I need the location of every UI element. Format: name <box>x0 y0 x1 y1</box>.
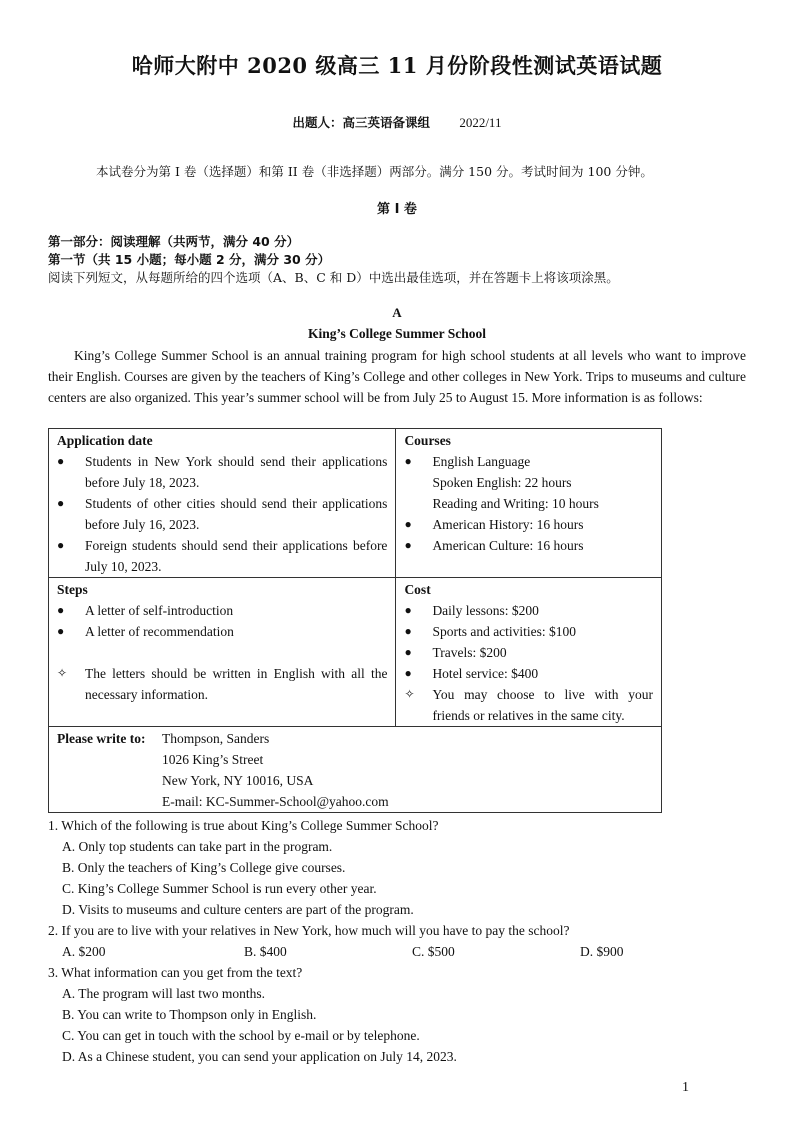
list-item: ● Students in New York should send their applications before July 18, 2023. <box>57 451 387 493</box>
steps-cell <box>49 578 396 727</box>
answer-option: D. As a Chinese student, you can send your application on July 14, 2023. <box>62 1049 457 1064</box>
list-item: ● A letter of self-introduction <box>57 600 387 621</box>
page-number: 1 <box>682 1080 689 1095</box>
bullet-icon: ● <box>404 624 412 638</box>
answer-option: B. You can write to Thompson only in English. <box>62 1007 317 1022</box>
star-outline-icon: ✧ <box>404 687 415 701</box>
passage-letter: A <box>392 305 402 320</box>
bullet-icon: ● <box>404 645 412 659</box>
cost-heading: Cost <box>404 582 431 597</box>
list-item: ● English Language <box>404 451 653 472</box>
answer-option: C. $500 <box>412 944 455 959</box>
star-outline-icon: ✧ <box>57 666 68 680</box>
list-item: ● Travels: $200 <box>404 642 653 663</box>
bullet-icon: ● <box>404 517 412 531</box>
cost-cell <box>396 578 662 727</box>
answer-options-row <box>62 941 748 962</box>
application-cell <box>49 429 396 578</box>
list-item: ● Hotel service: $400 <box>404 663 653 684</box>
bullet-icon: ● <box>404 603 412 617</box>
note-item: ✧ You may choose to live with your friends or relatives in the same city. <box>404 684 653 726</box>
bullet-icon: ● <box>57 603 65 617</box>
question-stem: 3. What information can you get from the text? <box>48 965 303 980</box>
contact-cell <box>49 727 662 813</box>
address-line: 1026 King’s Street <box>162 752 264 767</box>
passage-body: King’s College Summer School is an annual training program for high school students at all levels who want to improve their English. Courses are given by the teachers of King’s College and other colleges in New York. Trips to museums and culture centers are also organized. This year’s summer school will be from July 25 to August 15. More information is as follows: <box>48 348 746 405</box>
question-stem: 2. If you are to live with your relatives in New York, how much will you have to pay the school? <box>48 923 570 938</box>
list-item: ● A letter of recommendation <box>57 621 387 642</box>
list-item: ● American Culture: 16 hours <box>404 535 653 556</box>
question-stem: 1. Which of the following is true about King’s College Summer School? <box>48 818 439 833</box>
address-block <box>57 728 653 812</box>
email-line: E-mail: KC-Summer-School@yahoo.com <box>162 794 389 809</box>
passage-title: King’s College Summer School <box>307 326 487 341</box>
application-heading: Application date <box>57 433 153 448</box>
answer-option: C. King’s College Summer School is run every other year. <box>62 881 377 896</box>
exam-intro: 本试卷分为第 I 卷（选择题）和第 II 卷（非选择题）两部分。满分 150 分。考试时间为 100 分钟。 <box>96 164 653 179</box>
setter-name: 出题人：高三英语备课组 <box>292 115 431 130</box>
bullet-icon: ● <box>404 538 412 552</box>
answer-option: D. Visits to museums and culture centers are part of the program. <box>62 902 414 917</box>
list-item: ● Students of other cities should send their applications before July 16, 2023. <box>57 493 387 535</box>
courses-cell <box>396 429 662 578</box>
sub-item: Reading and Writing: 10 hours <box>432 496 599 511</box>
table-row <box>49 429 662 578</box>
sub-item: Spoken English: 22 hours <box>432 475 572 490</box>
section-heading: 第一节（共 15 小题；每小题 2 分，满分 30 分） <box>48 252 331 267</box>
list-item: ● Sports and activities: $100 <box>404 621 653 642</box>
address-line: Thompson, Sanders <box>162 731 270 746</box>
bullet-icon: ● <box>404 666 412 680</box>
volume-heading: 第 I 卷 <box>377 202 417 217</box>
courses-heading: Courses <box>404 433 451 448</box>
questions <box>48 815 748 1067</box>
table-row <box>49 578 662 727</box>
answer-option: C. You can get in touch with the school by e-mail or by telephone. <box>62 1028 420 1043</box>
bullet-icon: ● <box>404 454 412 468</box>
answer-option: A. Only top students can take part in the program. <box>62 839 333 854</box>
contact-label: Please write to: <box>57 731 146 746</box>
list-item: ● American History: 16 hours <box>404 514 653 535</box>
answer-option: B. Only the teachers of King’s College give courses. <box>62 860 346 875</box>
note-item: ✧ The letters should be written in English with all the necessary information. <box>57 663 387 705</box>
bullet-icon: ● <box>57 496 65 510</box>
answer-option: A. The program will last two months. <box>62 986 265 1001</box>
answer-option: B. $400 <box>244 944 287 959</box>
setter-line <box>0 113 794 131</box>
bullet-icon: ● <box>57 454 65 468</box>
answer-option: D. $900 <box>580 944 624 959</box>
steps-heading: Steps <box>57 582 88 597</box>
info-table <box>48 428 662 813</box>
bullet-icon: ● <box>57 538 65 552</box>
bullet-icon: ● <box>57 624 65 638</box>
address-line: New York, NY 10016, USA <box>162 773 314 788</box>
instructions: 阅读下列短文，从每题所给的四个选项（A、B、C 和 D）中选出最佳选项，并在答题卡上将该项涂黑。 <box>48 270 619 285</box>
exam-date: 2022/11 <box>459 115 502 130</box>
list-item: ● Daily lessons: $200 <box>404 600 653 621</box>
exam-title: 哈师大附中 2020 级高三 11 月份阶段性测试英语试题 <box>131 53 663 78</box>
table-row <box>49 727 662 813</box>
part-heading: 第一部分：阅读理解（共两节，满分 40 分） <box>48 234 300 249</box>
answer-option: A. $200 <box>62 944 106 959</box>
list-item: ● Foreign students should send their applications before July 10, 2023. <box>57 535 387 577</box>
